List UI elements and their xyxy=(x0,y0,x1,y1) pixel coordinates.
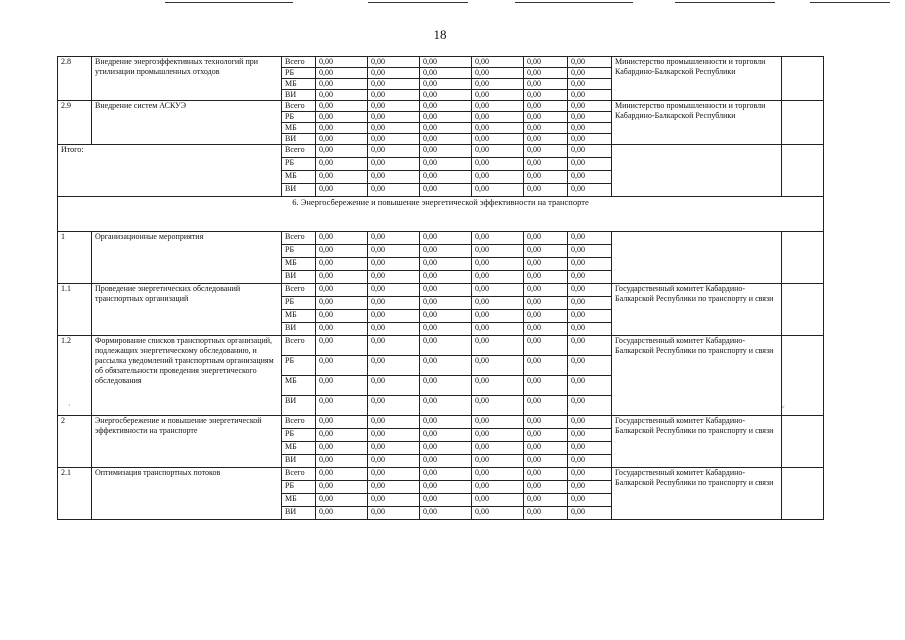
executor-cell: Государственный комитет Кабардино-Балкарской Республики по транспорту и связи xyxy=(612,284,782,336)
value-cell: 0,00 xyxy=(420,79,472,90)
executor-cell xyxy=(612,145,782,197)
empty-cell xyxy=(782,284,824,336)
row-number-cell: 1.1 xyxy=(58,284,92,336)
value-cell: 0,00 xyxy=(568,284,612,297)
value-cell: 0,00 xyxy=(524,90,568,101)
value-cell: 0,00 xyxy=(420,171,472,184)
value-cell: 0,00 xyxy=(524,158,568,171)
value-cell: 0,00 xyxy=(420,494,472,507)
fund-source-cell: Всего xyxy=(282,57,316,68)
value-cell: 0,00 xyxy=(420,258,472,271)
value-cell: 0,00 xyxy=(568,184,612,197)
value-cell: 0,00 xyxy=(316,145,368,158)
value-cell: 0,00 xyxy=(316,376,368,396)
value-cell: 0,00 xyxy=(568,442,612,455)
value-cell: 0,00 xyxy=(316,271,368,284)
value-cell: 0,00 xyxy=(524,123,568,134)
value-cell: 0,00 xyxy=(368,297,420,310)
value-cell: 0,00 xyxy=(420,184,472,197)
value-cell: 0,00 xyxy=(420,145,472,158)
value-cell: 0,00 xyxy=(472,90,524,101)
row-number-cell: 2.9 xyxy=(58,101,92,145)
value-cell: 0,00 xyxy=(472,145,524,158)
empty-cell xyxy=(782,57,824,101)
value-cell: 0,00 xyxy=(316,232,368,245)
value-cell: 0,00 xyxy=(472,171,524,184)
row-number-cell: 1 xyxy=(58,232,92,284)
fund-source-cell: МБ xyxy=(282,310,316,323)
fund-source-cell: ВИ xyxy=(282,90,316,101)
row-name-cell: Энергосбережение и повышение энергетической эффективности на транспорте xyxy=(92,416,282,468)
row-number-cell: 1.2 xyxy=(58,336,92,416)
value-cell: 0,00 xyxy=(316,112,368,123)
value-cell: 0,00 xyxy=(568,481,612,494)
empty-cell xyxy=(782,101,824,145)
executor-cell: Министерство промышленности и торговли Кабардино-Балкарской Республики xyxy=(612,101,782,145)
value-cell: 0,00 xyxy=(368,184,420,197)
row-name-cell: Внедрение систем АСКУЭ xyxy=(92,101,282,145)
value-cell: 0,00 xyxy=(568,123,612,134)
value-cell: 0,00 xyxy=(420,158,472,171)
value-cell: 0,00 xyxy=(568,376,612,396)
value-cell: 0,00 xyxy=(524,356,568,376)
value-cell: 0,00 xyxy=(368,245,420,258)
fund-source-cell: РБ xyxy=(282,297,316,310)
value-cell: 0,00 xyxy=(316,284,368,297)
value-cell: 0,00 xyxy=(472,507,524,520)
fund-source-cell: Всего xyxy=(282,145,316,158)
fund-source-cell: Всего xyxy=(282,284,316,297)
value-cell: 0,00 xyxy=(472,258,524,271)
fund-source-cell: МБ xyxy=(282,79,316,90)
value-cell: 0,00 xyxy=(368,68,420,79)
value-cell: 0,00 xyxy=(368,429,420,442)
value-cell: 0,00 xyxy=(568,323,612,336)
table-row xyxy=(58,232,824,245)
value-cell: 0,00 xyxy=(472,455,524,468)
value-cell: 0,00 xyxy=(472,336,524,356)
value-cell: 0,00 xyxy=(316,68,368,79)
value-cell: 0,00 xyxy=(316,171,368,184)
fund-source-cell: ВИ xyxy=(282,323,316,336)
executor-cell: Государственный комитет Кабардино-Балкарской Республики по транспорту и связи xyxy=(612,336,782,416)
value-cell: 0,00 xyxy=(420,90,472,101)
value-cell: 0,00 xyxy=(420,442,472,455)
fund-source-cell: РБ xyxy=(282,356,316,376)
value-cell: 0,00 xyxy=(568,101,612,112)
value-cell: 0,00 xyxy=(524,284,568,297)
value-cell: 0,00 xyxy=(316,336,368,356)
top-rule-2 xyxy=(368,2,468,3)
value-cell: 0,00 xyxy=(316,90,368,101)
value-cell: 0,00 xyxy=(368,468,420,481)
value-cell: 0,00 xyxy=(524,184,568,197)
value-cell: 0,00 xyxy=(316,507,368,520)
value-cell: 0,00 xyxy=(472,323,524,336)
value-cell: 0,00 xyxy=(524,396,568,416)
value-cell: 0,00 xyxy=(316,297,368,310)
fund-source-cell: МБ xyxy=(282,442,316,455)
value-cell: 0,00 xyxy=(568,396,612,416)
row-number-cell: 2 xyxy=(58,416,92,468)
table-body xyxy=(58,57,824,520)
value-cell: 0,00 xyxy=(420,376,472,396)
value-cell: 0,00 xyxy=(472,79,524,90)
value-cell: 0,00 xyxy=(368,442,420,455)
value-cell: 0,00 xyxy=(524,468,568,481)
value-cell: 0,00 xyxy=(368,396,420,416)
value-cell: 0,00 xyxy=(568,455,612,468)
row-name-cell: Организационные мероприятия xyxy=(92,232,282,284)
table-row xyxy=(58,57,824,68)
value-cell: 0,00 xyxy=(420,123,472,134)
value-cell: 0,00 xyxy=(368,171,420,184)
value-cell: 0,00 xyxy=(472,245,524,258)
value-cell: 0,00 xyxy=(568,310,612,323)
program-table xyxy=(57,56,824,520)
value-cell: 0,00 xyxy=(420,101,472,112)
empty-cell xyxy=(782,416,824,468)
value-cell: 0,00 xyxy=(316,416,368,429)
fund-source-cell: Всего xyxy=(282,336,316,356)
value-cell: 0,00 xyxy=(524,271,568,284)
fund-source-cell: МБ xyxy=(282,171,316,184)
value-cell: 0,00 xyxy=(524,145,568,158)
value-cell: 0,00 xyxy=(316,258,368,271)
value-cell: 0,00 xyxy=(524,455,568,468)
top-rule-1 xyxy=(165,2,293,3)
value-cell: 0,00 xyxy=(472,376,524,396)
value-cell: 0,00 xyxy=(420,455,472,468)
fund-source-cell: РБ xyxy=(282,481,316,494)
value-cell: 0,00 xyxy=(368,79,420,90)
value-cell: 0,00 xyxy=(368,494,420,507)
value-cell: 0,00 xyxy=(420,396,472,416)
value-cell: 0,00 xyxy=(568,356,612,376)
value-cell: 0,00 xyxy=(568,258,612,271)
value-cell: 0,00 xyxy=(420,507,472,520)
value-cell: 0,00 xyxy=(316,79,368,90)
value-cell: 0,00 xyxy=(368,455,420,468)
value-cell: 0,00 xyxy=(420,468,472,481)
value-cell: 0,00 xyxy=(568,245,612,258)
value-cell: 0,00 xyxy=(368,271,420,284)
value-cell: 0,00 xyxy=(420,323,472,336)
value-cell: 0,00 xyxy=(420,416,472,429)
value-cell: 0,00 xyxy=(420,57,472,68)
value-cell: 0,00 xyxy=(568,494,612,507)
value-cell: 0,00 xyxy=(524,68,568,79)
value-cell: 0,00 xyxy=(524,310,568,323)
value-cell: 0,00 xyxy=(316,356,368,376)
value-cell: 0,00 xyxy=(368,310,420,323)
value-cell: 0,00 xyxy=(368,101,420,112)
value-cell: 0,00 xyxy=(472,284,524,297)
value-cell: 0,00 xyxy=(472,416,524,429)
value-cell: 0,00 xyxy=(316,442,368,455)
value-cell: 0,00 xyxy=(472,112,524,123)
value-cell: 0,00 xyxy=(524,507,568,520)
value-cell: 0,00 xyxy=(368,323,420,336)
value-cell: 0,00 xyxy=(472,57,524,68)
page-number: 18 xyxy=(433,27,447,42)
value-cell: 0,00 xyxy=(368,416,420,429)
value-cell: 0,00 xyxy=(472,134,524,145)
fund-source-cell: МБ xyxy=(282,123,316,134)
value-cell: 0,00 xyxy=(568,90,612,101)
fund-source-cell: Всего xyxy=(282,416,316,429)
value-cell: 0,00 xyxy=(524,481,568,494)
executor-cell: Министерство промышленности и торговли Кабардино-Балкарской Республики xyxy=(612,57,782,101)
value-cell: 0,00 xyxy=(420,232,472,245)
value-cell: 0,00 xyxy=(472,429,524,442)
value-cell: 0,00 xyxy=(472,271,524,284)
value-cell: 0,00 xyxy=(368,376,420,396)
value-cell: 0,00 xyxy=(472,101,524,112)
empty-cell xyxy=(782,145,824,197)
value-cell: 0,00 xyxy=(472,184,524,197)
value-cell: 0,00 xyxy=(524,112,568,123)
value-cell: 0,00 xyxy=(472,481,524,494)
fund-source-cell: МБ xyxy=(282,494,316,507)
value-cell: 0,00 xyxy=(316,184,368,197)
value-cell: 0,00 xyxy=(420,134,472,145)
value-cell: 0,00 xyxy=(568,145,612,158)
fund-source-cell: ВИ xyxy=(282,396,316,416)
value-cell: 0,00 xyxy=(420,297,472,310)
executor-cell xyxy=(612,232,782,284)
fund-source-cell: ВИ xyxy=(282,455,316,468)
top-rule-4 xyxy=(675,2,775,3)
empty-cell xyxy=(782,232,824,284)
value-cell: 0,00 xyxy=(420,356,472,376)
value-cell: 0,00 xyxy=(316,245,368,258)
value-cell: 0,00 xyxy=(472,297,524,310)
executor-cell: Государственный комитет Кабардино-Балкарской Республики по транспорту и связи xyxy=(612,468,782,520)
value-cell: 0,00 xyxy=(568,507,612,520)
value-cell: 0,00 xyxy=(472,232,524,245)
empty-cell xyxy=(782,468,824,520)
value-cell: 0,00 xyxy=(368,90,420,101)
value-cell: 0,00 xyxy=(420,68,472,79)
fund-source-cell: ВИ xyxy=(282,271,316,284)
row-name-cell: Формирование списков транспортных организаций, подлежащих энергетическому обследованию, и рассылка уведомлений транспортным организациям об обязательности проведения энергетического обследования xyxy=(92,336,282,416)
value-cell: 0,00 xyxy=(316,101,368,112)
value-cell: 0,00 xyxy=(316,429,368,442)
value-cell: 0,00 xyxy=(524,416,568,429)
value-cell: 0,00 xyxy=(420,481,472,494)
value-cell: 0,00 xyxy=(368,158,420,171)
value-cell: 0,00 xyxy=(568,57,612,68)
value-cell: 0,00 xyxy=(472,123,524,134)
fund-source-cell: РБ xyxy=(282,68,316,79)
value-cell: 0,00 xyxy=(568,468,612,481)
value-cell: 0,00 xyxy=(368,507,420,520)
value-cell: 0,00 xyxy=(420,271,472,284)
value-cell: 0,00 xyxy=(524,57,568,68)
value-cell: 0,00 xyxy=(316,310,368,323)
value-cell: 0,00 xyxy=(524,429,568,442)
value-cell: 0,00 xyxy=(420,112,472,123)
value-cell: 0,00 xyxy=(568,232,612,245)
fund-source-cell: ВИ xyxy=(282,184,316,197)
value-cell: 0,00 xyxy=(420,245,472,258)
table-row xyxy=(58,101,824,112)
row-name-cell: Внедрение энергоэффективных технологий при утилизации промышленных отходов xyxy=(92,57,282,101)
section-title: 6. Энергосбережение и повышение энергетической эффективности на транспорте xyxy=(58,197,824,232)
value-cell: 0,00 xyxy=(368,232,420,245)
value-cell: 0,00 xyxy=(316,158,368,171)
row-name-cell: Итого: xyxy=(58,145,282,197)
value-cell: 0,00 xyxy=(472,442,524,455)
value-cell: 0,00 xyxy=(568,112,612,123)
value-cell: 0,00 xyxy=(316,57,368,68)
value-cell: 0,00 xyxy=(368,134,420,145)
value-cell: 0,00 xyxy=(368,112,420,123)
value-cell: 0,00 xyxy=(568,336,612,356)
fund-source-cell: Всего xyxy=(282,101,316,112)
value-cell: 0,00 xyxy=(420,336,472,356)
value-cell: 0,00 xyxy=(368,356,420,376)
row-name-cell: Проведение энергетических обследований транспортных организаций xyxy=(92,284,282,336)
value-cell: 0,00 xyxy=(524,134,568,145)
fund-source-cell: Всего xyxy=(282,232,316,245)
value-cell: 0,00 xyxy=(472,68,524,79)
value-cell: 0,00 xyxy=(524,258,568,271)
scan-mark: · xyxy=(68,401,71,410)
value-cell: 0,00 xyxy=(316,134,368,145)
empty-cell xyxy=(782,336,824,416)
value-cell: 0,00 xyxy=(420,284,472,297)
value-cell: 0,00 xyxy=(524,101,568,112)
top-rule-3 xyxy=(515,2,633,3)
fund-source-cell: ВИ xyxy=(282,507,316,520)
value-cell: 0,00 xyxy=(568,297,612,310)
value-cell: 0,00 xyxy=(524,245,568,258)
value-cell: 0,00 xyxy=(524,442,568,455)
value-cell: 0,00 xyxy=(368,336,420,356)
value-cell: 0,00 xyxy=(524,171,568,184)
value-cell: 0,00 xyxy=(420,310,472,323)
fund-source-cell: МБ xyxy=(282,376,316,396)
fund-source-cell: РБ xyxy=(282,112,316,123)
value-cell: 0,00 xyxy=(316,323,368,336)
value-cell: 0,00 xyxy=(368,57,420,68)
row-name-cell: Оптимизация транспортных потоков xyxy=(92,468,282,520)
section-row xyxy=(58,197,824,232)
value-cell: 0,00 xyxy=(316,123,368,134)
value-cell: 0,00 xyxy=(368,123,420,134)
value-cell: 0,00 xyxy=(472,158,524,171)
fund-source-cell: ВИ xyxy=(282,134,316,145)
table-row xyxy=(58,416,824,429)
fund-source-cell: РБ xyxy=(282,158,316,171)
value-cell: 0,00 xyxy=(524,336,568,356)
value-cell: 0,00 xyxy=(472,356,524,376)
value-cell: 0,00 xyxy=(316,494,368,507)
value-cell: 0,00 xyxy=(524,232,568,245)
value-cell: 0,00 xyxy=(568,158,612,171)
value-cell: 0,00 xyxy=(368,145,420,158)
value-cell: 0,00 xyxy=(472,494,524,507)
value-cell: 0,00 xyxy=(524,376,568,396)
table-row xyxy=(58,284,824,297)
value-cell: 0,00 xyxy=(568,134,612,145)
value-cell: 0,00 xyxy=(568,416,612,429)
value-cell: 0,00 xyxy=(316,481,368,494)
value-cell: 0,00 xyxy=(316,455,368,468)
value-cell: 0,00 xyxy=(524,79,568,90)
row-number-cell: 2.1 xyxy=(58,468,92,520)
table-row xyxy=(58,468,824,481)
value-cell: 0,00 xyxy=(316,468,368,481)
fund-source-cell: МБ xyxy=(282,258,316,271)
value-cell: 0,00 xyxy=(368,284,420,297)
value-cell: 0,00 xyxy=(420,429,472,442)
value-cell: 0,00 xyxy=(568,79,612,90)
value-cell: 0,00 xyxy=(472,310,524,323)
table-row xyxy=(58,145,824,158)
value-cell: 0,00 xyxy=(568,68,612,79)
value-cell: 0,00 xyxy=(472,468,524,481)
top-rule-5 xyxy=(810,2,890,3)
value-cell: 0,00 xyxy=(472,396,524,416)
value-cell: 0,00 xyxy=(368,258,420,271)
value-cell: 0,00 xyxy=(316,396,368,416)
fund-source-cell: РБ xyxy=(282,245,316,258)
value-cell: 0,00 xyxy=(524,494,568,507)
row-number-cell: 2.8 xyxy=(58,57,92,101)
value-cell: 0,00 xyxy=(524,297,568,310)
value-cell: 0,00 xyxy=(568,271,612,284)
scan-mark: ⸝ xyxy=(781,401,785,410)
value-cell: 0,00 xyxy=(568,429,612,442)
table-row xyxy=(58,336,824,356)
fund-source-cell: РБ xyxy=(282,429,316,442)
executor-cell: Государственный комитет Кабардино-Балкарской Республики по транспорту и связи xyxy=(612,416,782,468)
value-cell: 0,00 xyxy=(524,323,568,336)
value-cell: 0,00 xyxy=(368,481,420,494)
fund-source-cell: Всего xyxy=(282,468,316,481)
value-cell: 0,00 xyxy=(568,171,612,184)
